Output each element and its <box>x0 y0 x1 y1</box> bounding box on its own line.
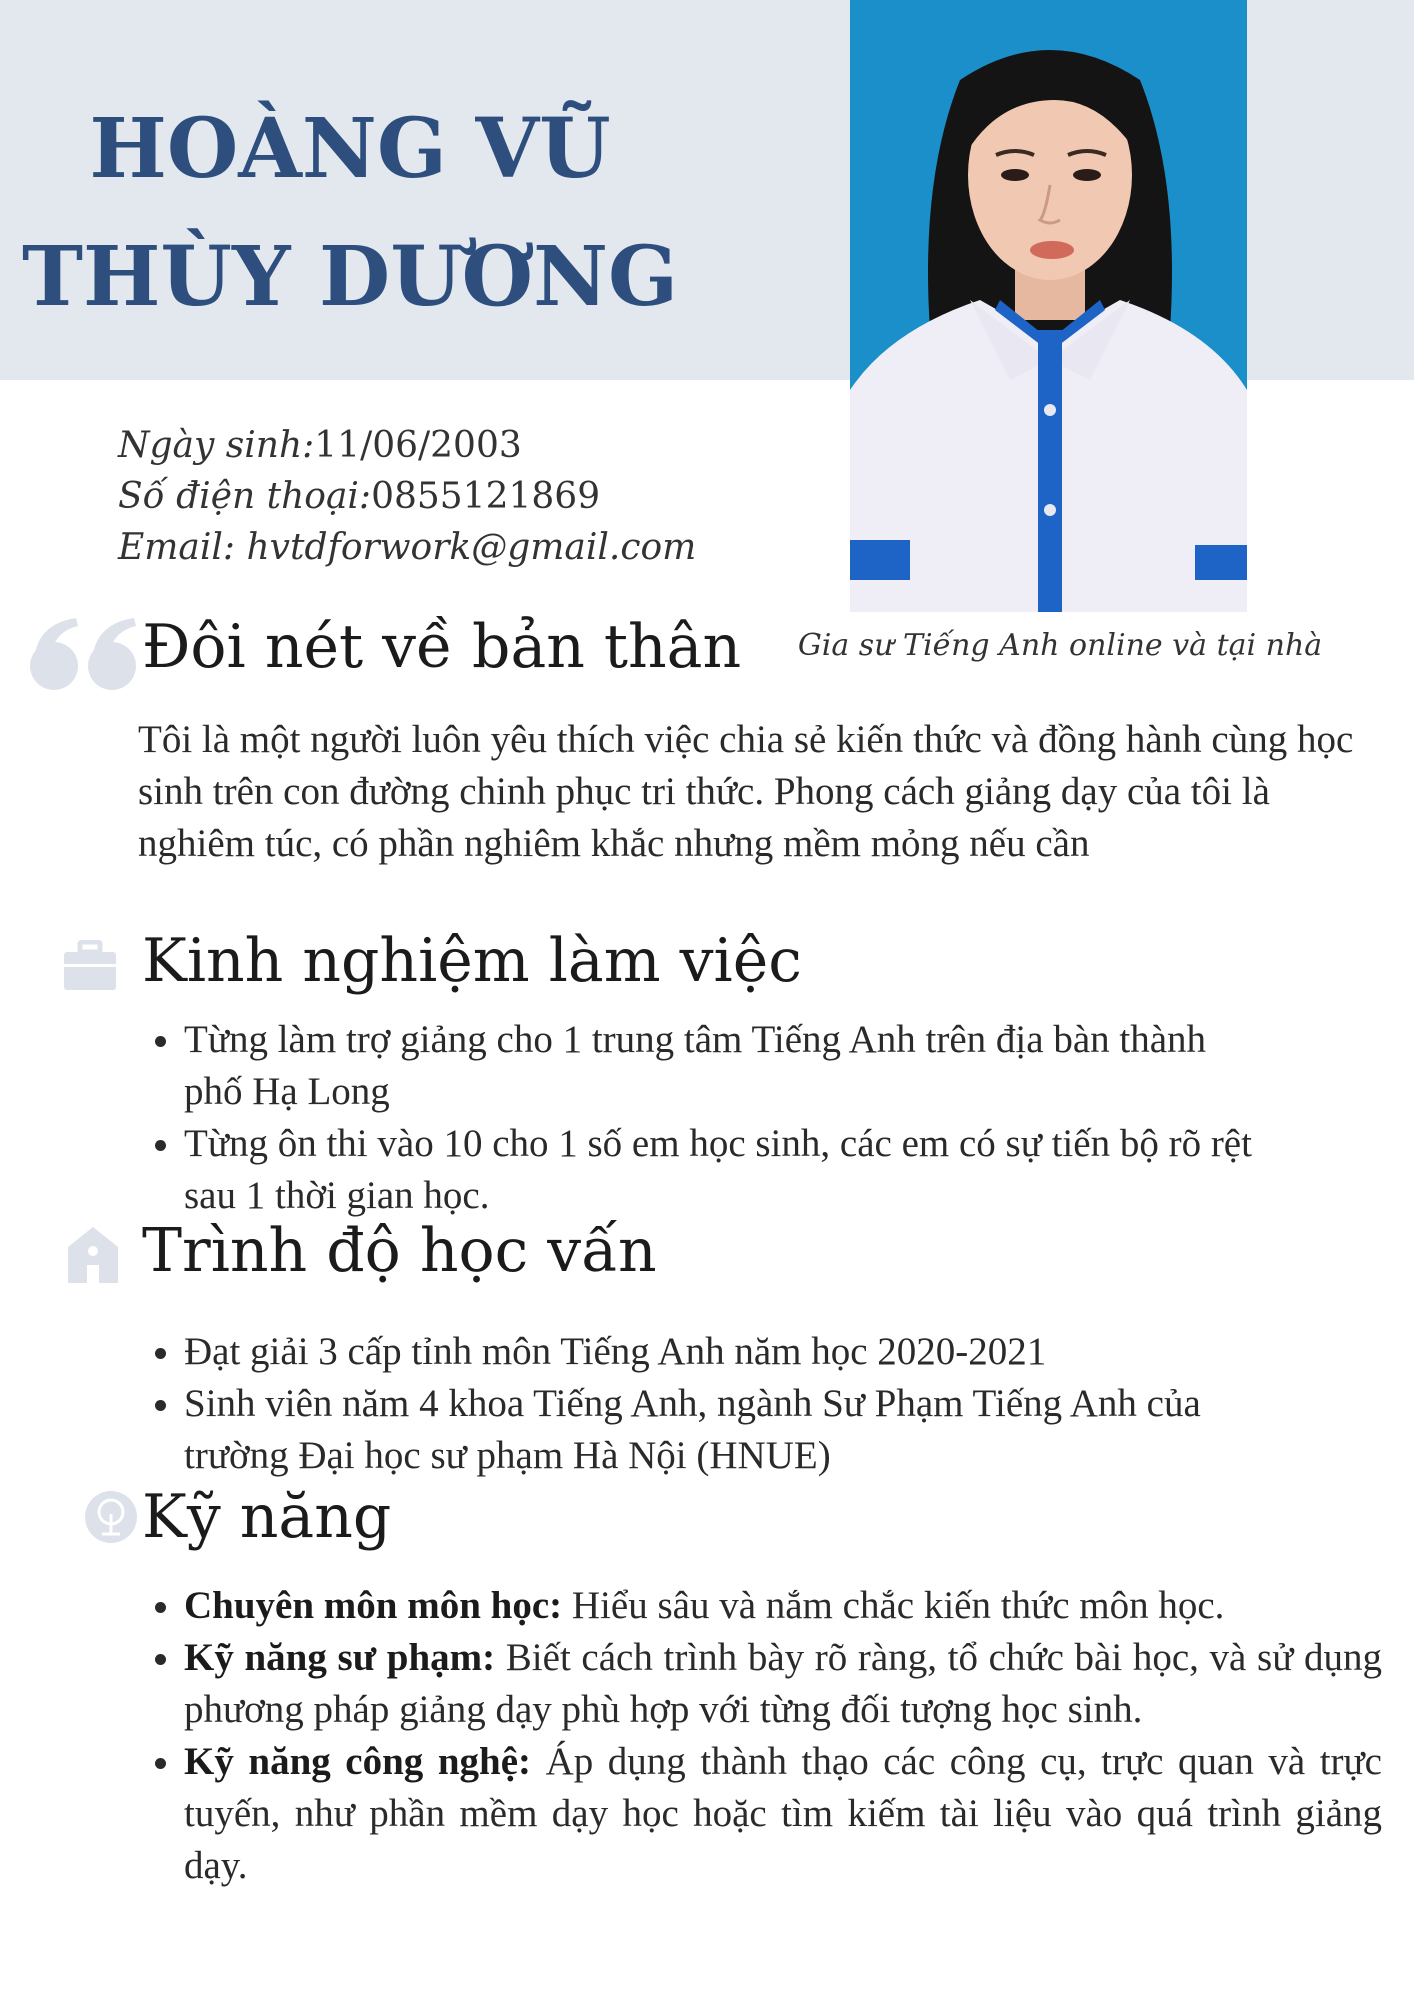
quote-icon <box>28 618 140 694</box>
email-text: Email: hvtdforwork@gmail.com <box>118 527 697 568</box>
birthdate-row <box>118 420 696 471</box>
list-item: • Từng làm trợ giảng cho 1 trung tâm Tiếng Anh trên địa bàn thành phố Hạ Long <box>184 1014 1254 1118</box>
briefcase-icon <box>62 940 118 992</box>
birthdate-label: Ngày sinh: <box>118 425 315 466</box>
school-icon <box>68 1225 118 1283</box>
skill-text: Áp dụng thành thạo các công cụ, trực quan và trực tuyến, như phần mềm dạy học hoặc tìm kiếm tài liệu vào quá trình giảng dạy. <box>184 1740 1382 1887</box>
list-item <box>184 1736 1382 1892</box>
email-row <box>118 522 696 573</box>
skill-text: Hiểu sâu và nắm chắc kiến thức môn học. <box>562 1584 1225 1627</box>
name-line-2: THÙY DƯƠNG <box>21 229 679 325</box>
portrait-illustration <box>850 0 1247 612</box>
tree-icon <box>84 1490 138 1544</box>
list-item: • Sinh viên năm 4 khoa Tiếng Anh, ngành Sư Phạm Tiếng Anh của trường Đại học sư phạm Hà Nội (HNUE) <box>184 1378 1284 1482</box>
name-line-1: HOÀNG VŨ <box>89 101 611 197</box>
photo-caption: Gia sư Tiếng Anh online và tại nhà <box>797 628 1323 663</box>
experience-title: Kinh nghiệm làm việc <box>142 926 802 996</box>
education-list <box>140 1326 1284 1482</box>
phone-value: 0855121869 <box>371 476 601 517</box>
skills-title: Kỹ năng <box>142 1482 392 1552</box>
skill-label: Kỹ năng sư phạm: <box>184 1636 496 1679</box>
list-item <box>184 1580 1382 1632</box>
list-item <box>184 1632 1382 1736</box>
skills-list <box>140 1580 1382 1892</box>
birthdate-value: 11/06/2003 <box>314 425 522 466</box>
skill-label: Kỹ năng công nghệ: <box>184 1740 532 1783</box>
experience-list <box>140 1014 1254 1222</box>
list-item: • Đạt giải 3 cấp tỉnh môn Tiếng Anh năm học 2020-2021 <box>184 1326 1284 1378</box>
phone-row <box>118 471 696 522</box>
contact-info <box>118 420 696 573</box>
about-title: Đôi nét về bản thân <box>142 612 742 682</box>
education-title: Trình độ học vấn <box>142 1216 657 1286</box>
skill-label: Chuyên môn môn học: <box>184 1584 563 1627</box>
skill-text: Biết cách trình bày rõ ràng, tổ chức bài học, và sử dụng phương pháp giảng dạy phù hợp với từng đối tượng học sinh. <box>184 1636 1382 1731</box>
phone-label: Số điện thoại: <box>118 476 372 517</box>
list-item: • Từng ôn thi vào 10 cho 1 số em học sinh, các em có sự tiến bộ rõ rệt sau 1 thời gian học. <box>184 1118 1254 1222</box>
full-name <box>20 85 680 341</box>
about-text: Tôi là một người luôn yêu thích việc chia sẻ kiến thức và đồng hành cùng học sinh trên con đường chinh phục tri thức. Phong cách giảng dạy của tôi là nghiêm túc, có phần nghiêm khắc nhưng mềm mỏng nếu cần <box>138 718 1354 865</box>
profile-photo <box>850 0 1247 612</box>
